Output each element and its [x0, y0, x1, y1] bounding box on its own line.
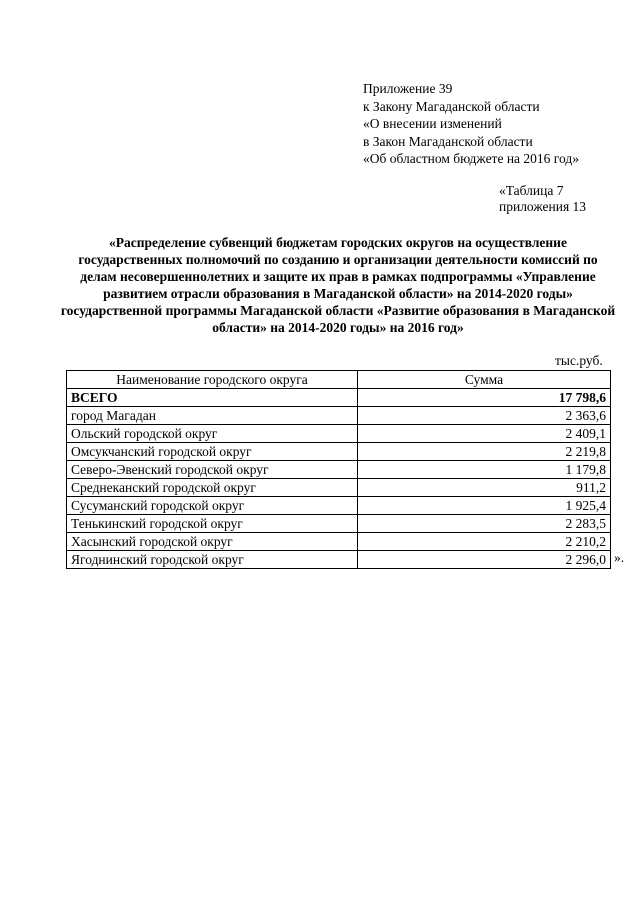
district-sum: 2 283,5 [358, 515, 611, 533]
district-sum: 2 219,8 [358, 443, 611, 461]
appendix-line: к Закону Магаданской области [363, 98, 540, 114]
distribution-table [66, 370, 611, 569]
table-row [67, 407, 611, 425]
district-name: Северо-Эвенский городской округ [67, 461, 358, 479]
units-label: тыс.руб. [555, 353, 603, 368]
district-sum: 2 363,6 [358, 407, 611, 425]
table-row [67, 497, 611, 515]
district-sum: 911,2 [358, 479, 611, 497]
appendix-line: Приложение 39 [363, 81, 453, 96]
district-name: Тенькинский городской округ [67, 515, 358, 533]
district-sum: 1 925,4 [358, 497, 611, 515]
table-header-row [67, 371, 611, 389]
closing-quote-mark: ». [614, 550, 625, 565]
table-row [67, 461, 611, 479]
district-name: Среднеканский городской округ [67, 479, 358, 497]
total-name: ВСЕГО [67, 389, 358, 407]
district-sum: 2 409,1 [358, 425, 611, 443]
table-row [67, 479, 611, 497]
district-name: Хасынский городской округ [67, 533, 358, 551]
district-sum: 1 179,8 [358, 461, 611, 479]
table-reference [499, 183, 586, 215]
header-name: Наименование городского округа [67, 371, 358, 389]
appendix-line: «Об областном бюджете на 2016 год» [363, 151, 579, 166]
district-name: Ягоднинский городской округ [67, 551, 358, 569]
document-title: «Распределение субвенций бюджетам городских округов на осуществление государственных полномочий по созданию и организации деятельности комиссий по делам несовершеннолетних и защите их прав в рамках подпрограммы «Управление развитием отрасли образования в Магаданской области» на 2014-2020 годы» государственной программы Магаданской области «Развитие образования в Магаданской области» на 2014-2020 годы» на 2016 год» [60, 235, 616, 335]
table-row [67, 425, 611, 443]
total-sum: 17 798,6 [358, 389, 611, 407]
table-row [67, 533, 611, 551]
district-name: Сусуманский городской округ [67, 497, 358, 515]
appendix-line: «О внесении изменений [363, 116, 502, 131]
table-row [67, 515, 611, 533]
header-sum: Сумма [358, 371, 611, 389]
table-row [67, 551, 611, 569]
table-row [67, 443, 611, 461]
table-reference-line1: «Таблица 7 [499, 183, 564, 198]
district-name: Омсукчанский городской округ [67, 443, 358, 461]
table-reference-line2: приложения 13 [499, 199, 587, 214]
appendix-line: в Закон Магаданской области [363, 133, 533, 149]
district-name: город Магадан [67, 407, 358, 425]
district-sum: 2 296,0 [358, 551, 611, 569]
district-sum: 2 210,2 [358, 533, 611, 551]
appendix-header [363, 80, 579, 168]
district-name: Ольский городской округ [67, 425, 358, 443]
table-total-row [67, 389, 611, 407]
